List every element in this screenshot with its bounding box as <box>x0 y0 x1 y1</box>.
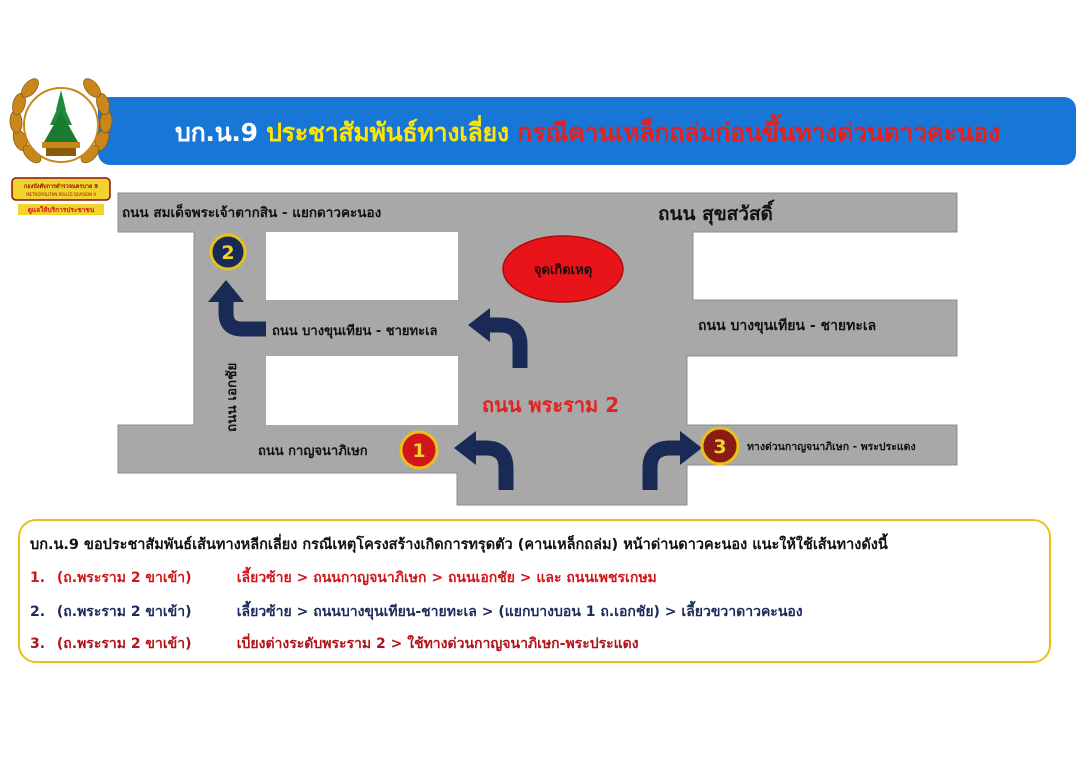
detour-notice <box>18 519 1051 663</box>
title-main: ประชาสัมพันธ์ทางเลี่ยง <box>266 118 509 147</box>
marker-2-label: 2 <box>221 242 235 264</box>
incident-label: จุดเกิดเหตุ <box>533 263 593 278</box>
road-somdet-label: ถนน สมเด็จพระเจ้าตากสิน - แยกดาวคะนอง <box>122 205 382 221</box>
route-3-from: (ถ.พระราม 2 ขาเข้า) <box>56 636 192 652</box>
road-ekkachai-label: ถนน เอกชัย <box>224 362 240 432</box>
road-rama2-label: ถนน พระราม 2 <box>482 393 620 417</box>
route-2-number: 2. <box>30 604 46 620</box>
marker-1-label: 1 <box>412 440 426 462</box>
road-suksawat-label: ถนน สุขสวัสดิ์ <box>658 203 773 225</box>
road-bangkhunthian-left-label: ถนน บางขุนเทียน - ชายทะเล <box>272 324 438 339</box>
marker-1 <box>401 432 437 468</box>
route-item-3 <box>30 633 639 655</box>
road-bangkhunthian-right-label: ถนน บางขุนเทียน - ชายทะเล <box>698 318 877 334</box>
route-2-text: เลี้ยวซ้าย > ถนนบางขุนเทียน-ชายทะเล > (แยกบางบอน 1 ถ.เอกชัย) > เลี้ยวขวาดาวคะนอง <box>236 604 803 620</box>
route-3-text: เบี่ยงต่างระดับพระราม 2 > ใช้ทางด่วนกาญจนาภิเษก-พระประแดง <box>236 636 639 652</box>
route-1-number: 1. <box>30 570 46 586</box>
route-2-from: (ถ.พระราม 2 ขาเข้า) <box>56 604 192 620</box>
route-item-1 <box>30 567 657 589</box>
logo-line1: กองบังคับการตำรวจนครบาล 9 <box>23 184 99 190</box>
marker-3 <box>702 428 738 464</box>
marker-2 <box>211 235 245 269</box>
marker-3-label: 3 <box>713 436 727 458</box>
title-highlight: กรณีคานเหล็กถล่มก่อนขึ้นทางด่วนดาวคะนอง <box>517 118 1000 147</box>
notice-heading: บก.น.9 ขอประชาสัมพันธ์เส้นทางหลีกเลี่ยง กรณีเหตุโครงสร้างเกิดการทรุดตัว (คานเหล็กถล่ม) หน้าด่านดาวคะนอง แนะให้ใช้เส้นทางดังนี้ <box>30 537 888 553</box>
route-3-number: 3. <box>30 636 46 652</box>
title-code: บก.น.9 <box>175 118 258 147</box>
road-kanchana-label: ถนน กาญจนาภิเษก <box>258 444 368 459</box>
logo-motto: ดูแลให้บริการประชาชน <box>27 206 95 214</box>
expressway-label: ทางด่วนกาญจนาภิเษก - พระประแดง <box>747 441 916 453</box>
logo-line2: METROPOLITAN POLICE DIVISION 9 <box>26 192 96 197</box>
route-1-text: เลี้ยวซ้าย > ถนนกาญจนาภิเษก > ถนนเอกชัย > และ ถนนเพชรเกษม <box>236 570 657 586</box>
route-1-from: (ถ.พระราม 2 ขาเข้า) <box>56 570 192 586</box>
route-item-2 <box>30 601 803 623</box>
